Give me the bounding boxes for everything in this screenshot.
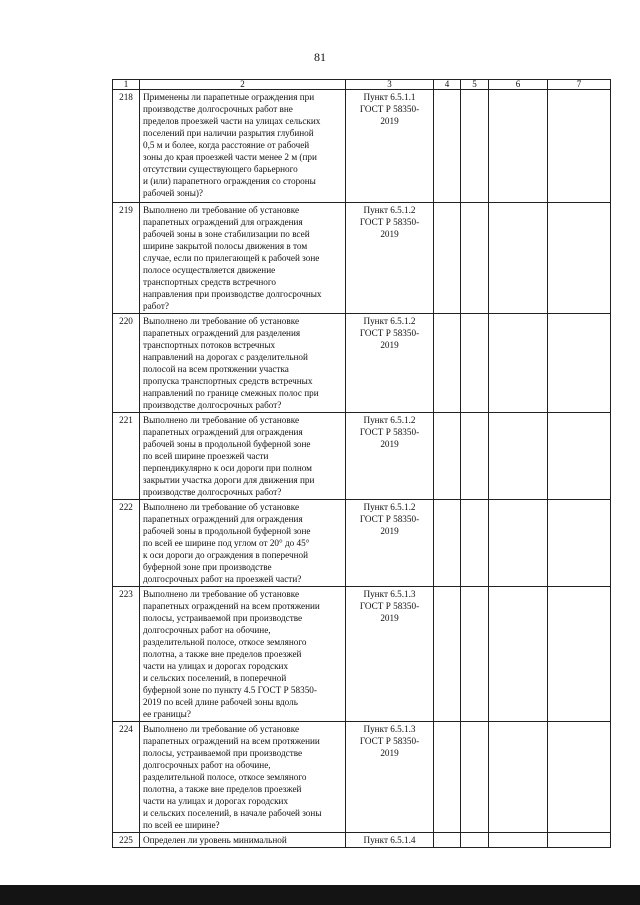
table-row xyxy=(113,722,611,833)
empty-cell xyxy=(461,833,489,848)
column-header: 3 xyxy=(346,80,434,90)
empty-cell xyxy=(461,722,489,833)
question-text: Выполнено ли требование об установке парапетных ограждений для ограждения рабочей зоны в продольной буферной зоне по всей ширине проезжей части перпендикулярно к оси дороги при полном закрытии участка дороги для движения при производстве долгосрочных работ? xyxy=(140,413,346,500)
gost-reference: Пункт 6.5.1.2 ГОСТ Р 58350- 2019 xyxy=(346,413,434,500)
gost-reference: Пункт 6.5.1.3 ГОСТ Р 58350- 2019 xyxy=(346,722,434,833)
empty-cell xyxy=(434,833,461,848)
empty-cell xyxy=(548,314,611,413)
scan-bottom-edge xyxy=(0,885,640,905)
column-header: 2 xyxy=(140,80,346,90)
row-number: 225 xyxy=(113,833,140,848)
inspection-checklist-table xyxy=(112,79,611,848)
empty-cell xyxy=(489,203,548,314)
table-row xyxy=(113,90,611,203)
empty-cell xyxy=(434,203,461,314)
empty-cell xyxy=(489,314,548,413)
empty-cell xyxy=(461,314,489,413)
empty-cell xyxy=(489,500,548,587)
row-number: 223 xyxy=(113,587,140,722)
empty-cell xyxy=(489,90,548,203)
empty-cell xyxy=(548,203,611,314)
question-text: Выполнено ли требование об установке парапетных ограждений для ограждения рабочей зоны в зоне стабилизации по всей ширине закрытой полосы движения в том случае, если по прилегающей к рабочей зоне полосе осуществляется движение транспортных средств встречного направления при производстве долгосрочных работ? xyxy=(140,203,346,314)
empty-cell xyxy=(548,587,611,722)
empty-cell xyxy=(434,314,461,413)
table-row xyxy=(113,587,611,722)
question-text: Применены ли парапетные ограждения при производстве долгосрочных работ вне пределов проезжей части на улицах сельских поселений при наличии разрытия глубиной 0,5 м и более, когда расстояние от рабочей зоны до края проезжей части менее 2 м (при отсутствии существующего барьерного и (или) парапетного ограждения со стороны рабочей зоны)? xyxy=(140,90,346,203)
empty-cell xyxy=(489,413,548,500)
row-number: 221 xyxy=(113,413,140,500)
column-header: 6 xyxy=(489,80,548,90)
gost-reference: Пункт 6.5.1.1 ГОСТ Р 58350- 2019 xyxy=(346,90,434,203)
empty-cell xyxy=(434,413,461,500)
question-text: Определен ли уровень минимальной xyxy=(140,833,346,848)
empty-cell xyxy=(461,413,489,500)
empty-cell xyxy=(461,90,489,203)
empty-cell xyxy=(461,203,489,314)
question-text: Выполнено ли требование об установке парапетных ограждений для ограждения рабочей зоны в продольной буферной зоне по всей ее ширине под углом от 20° до 45° к оси дороги до ограждения в поперечной буферной зоне при производстве долгосрочных работ на проезжей части? xyxy=(140,500,346,587)
column-header: 5 xyxy=(461,80,489,90)
row-number: 219 xyxy=(113,203,140,314)
empty-cell xyxy=(489,722,548,833)
empty-cell xyxy=(548,833,611,848)
question-text: Выполнено ли требование об установке парапетных ограждений на всем протяжении полосы, устраиваемой при производстве долгосрочных работ на обочине, разделительной полосе, откосе земляного полотна, а также вне пределов проезжей части на улицах и дорогах городских и сельских поселений, в поперечной буферной зоне по пункту 4.5 ГОСТ Р 58350- 2019 по всей длине рабочей зоны вдоль ее границы? xyxy=(140,587,346,722)
empty-cell xyxy=(461,500,489,587)
gost-reference: Пункт 6.5.1.4 xyxy=(346,833,434,848)
empty-cell xyxy=(461,587,489,722)
question-text: Выполнено ли требование об установке парапетных ограждений на всем протяжении полосы, устраиваемой при производстве долгосрочных работ на обочине, разделительной полосе, откосе земляного полотна, а также вне пределов проезжей части на улицах и дорогах городских и сельских поселений, в начале рабочей зоны по всей ее ширине? xyxy=(140,722,346,833)
gost-reference: Пункт 6.5.1.3 ГОСТ Р 58350- 2019 xyxy=(346,587,434,722)
empty-cell xyxy=(434,90,461,203)
empty-cell xyxy=(434,587,461,722)
table-row xyxy=(113,314,611,413)
gost-reference: Пункт 6.5.1.2 ГОСТ Р 58350- 2019 xyxy=(346,500,434,587)
column-header: 7 xyxy=(548,80,611,90)
table-header-row xyxy=(113,80,611,90)
empty-cell xyxy=(548,500,611,587)
row-number: 220 xyxy=(113,314,140,413)
table-row xyxy=(113,413,611,500)
column-header: 1 xyxy=(113,80,140,90)
table-row xyxy=(113,203,611,314)
table-row xyxy=(113,833,611,848)
question-text: Выполнено ли требование об установке парапетных ограждений для разделения транспортных потоков встречных направлений на дорогах с разделительной полосой на всем протяжении участка пропуска транспортных средств встречных направлений по границе смежных полос при производстве долгосрочных работ? xyxy=(140,314,346,413)
empty-cell xyxy=(434,722,461,833)
empty-cell xyxy=(548,413,611,500)
empty-cell xyxy=(489,587,548,722)
empty-cell xyxy=(489,833,548,848)
row-number: 222 xyxy=(113,500,140,587)
empty-cell xyxy=(548,90,611,203)
row-number: 218 xyxy=(113,90,140,203)
empty-cell xyxy=(548,722,611,833)
gost-reference: Пункт 6.5.1.2 ГОСТ Р 58350- 2019 xyxy=(346,314,434,413)
empty-cell xyxy=(434,500,461,587)
gost-reference: Пункт 6.5.1.2 ГОСТ Р 58350- 2019 xyxy=(346,203,434,314)
row-number: 224 xyxy=(113,722,140,833)
column-header: 4 xyxy=(434,80,461,90)
table-row xyxy=(113,500,611,587)
page-number: 81 xyxy=(314,50,326,64)
